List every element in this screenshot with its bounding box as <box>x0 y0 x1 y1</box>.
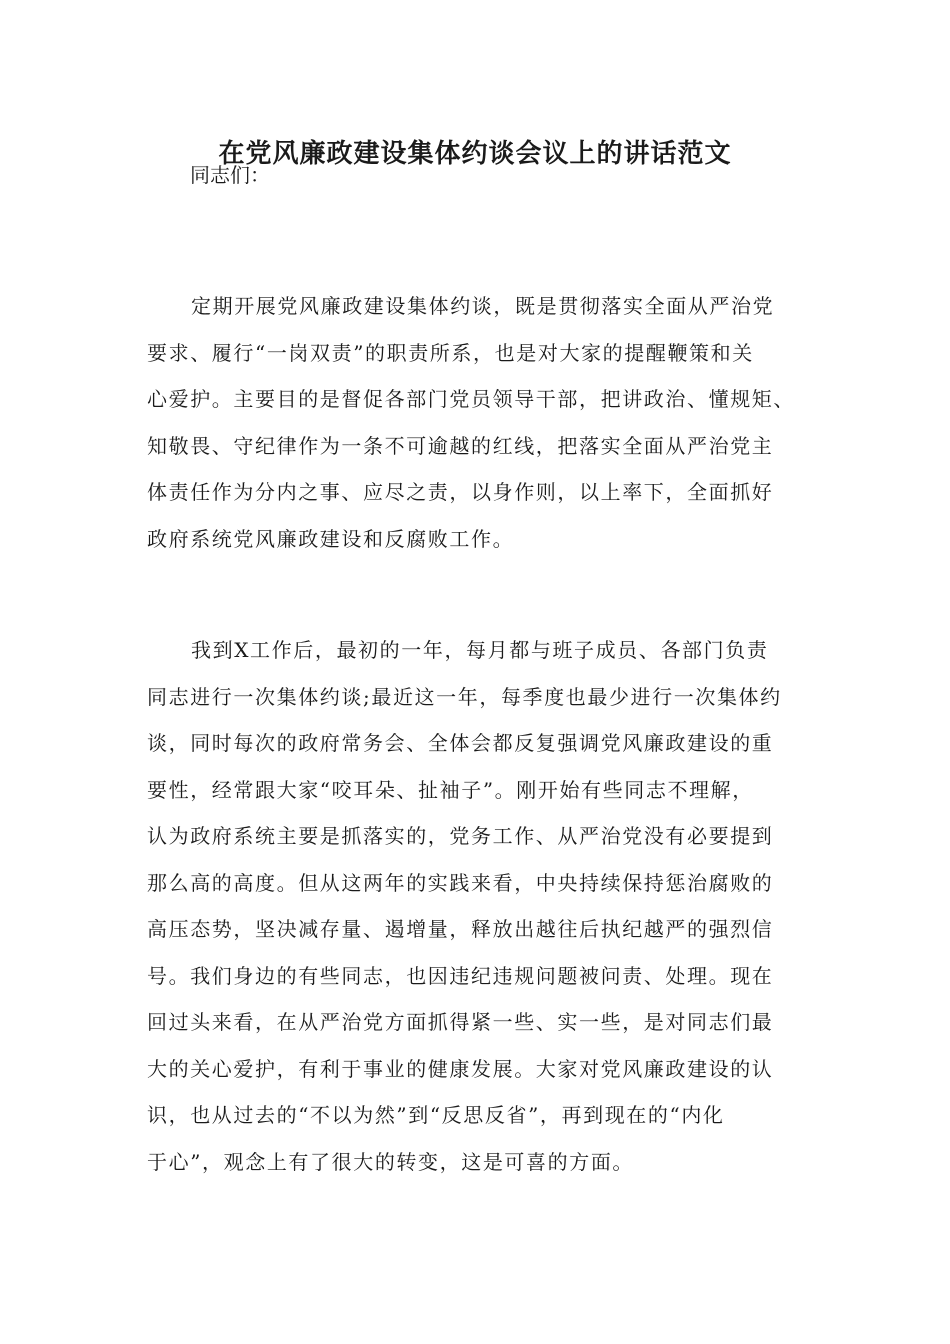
paragraph-line: 谈，同时每次的政府常务会、全体会都反复强调党风廉政建设的重 <box>147 731 774 755</box>
paragraph-2 <box>147 627 803 1185</box>
paragraph-line: 高压态势，坚决减存量、遏增量，释放出越往后执纪越严的强烈信 <box>147 917 774 941</box>
paragraph-line: 同志进行一次集体约谈;最近这一年，每季度也最少进行一次集体约 <box>147 684 782 709</box>
document-title: 在党风廉政建设集体约谈会议上的讲话范文 <box>218 139 732 169</box>
paragraph-line: 认为政府系统主要是抓落实的，党务工作、从严治党没有必要提到 <box>147 824 774 848</box>
paragraph-line: 大的关心爱护，有利于事业的健康发展。大家对党风廉政建设的认 <box>147 1056 774 1081</box>
paragraph-line: 那么高的高度。但从这两年的实践来看，中央持续保持惩治腐败的 <box>147 870 774 895</box>
paragraph-line: 号。我们身边的有些同志，也因违纪违规问题被问责、处理。现在 <box>147 963 774 988</box>
paragraph-line: 定期开展党风廉政建设集体约谈，既是贯彻落实全面从严治党 <box>191 294 775 318</box>
paragraph-line: 政府系统党风廉政建设和反腐败工作。 <box>147 526 515 551</box>
paragraph-line: 于心”，观念上有了很大的转变，这是可喜的方面。 <box>147 1149 635 1174</box>
paragraph-line: 知敬畏、守纪律作为一条不可逾越的红线，把落实全面从严治党主 <box>147 433 774 458</box>
paragraph-line: 回过头来看，在从严治党方面抓得紧一些、实一些，是对同志们最 <box>147 1010 774 1034</box>
paragraph-1 <box>147 283 803 562</box>
salutation: 同志们： <box>190 163 270 187</box>
paragraph-line: 要性，经常跟大家“咬耳朵、扯袖子”。刚开始有些同志不理解， <box>147 777 754 802</box>
paragraph-line: 体责任作为分内之事、应尽之责，以身作则，以上率下，全面抓好 <box>147 480 774 504</box>
paragraph-line: 心爱护。主要目的是督促各部门党员领导干部，把讲政治、懂规矩、 <box>147 387 795 411</box>
paragraph-line: 识，也从过去的“不以为然”到“反思反省”，再到现在的“内化 <box>147 1103 725 1127</box>
paragraph-line: 我到X工作后，最初的一年，每月都与班子成员、各部门负责 <box>191 638 769 662</box>
paragraph-line: 要求、履行“一岗双责”的职责所系，也是对大家的提醒鞭策和关 <box>147 340 754 365</box>
